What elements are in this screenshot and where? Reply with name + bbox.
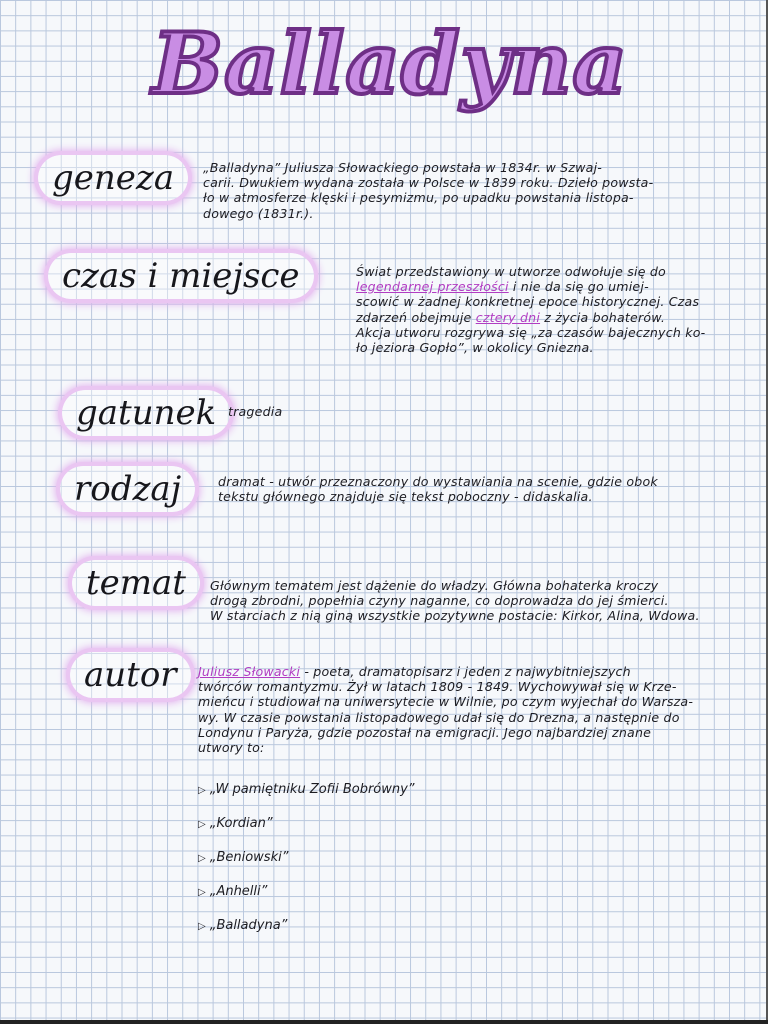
list-item [198,918,415,952]
autor-line: wy. W czasie powstania listopadowego udał się do Drezna, a następnie do [198,709,680,725]
autor-line: mieńcu i studiował na uniwersytecie w Wilnie, po czym wyjechał do Warsza- [198,694,694,710]
section-label-geneza: geneza [38,155,188,201]
czas-line-end: z życia bohaterów. [540,309,666,325]
highlight-legendarnej: legendarnej przeszłości [356,279,509,295]
rodzaj-line: tekstu głównego znajduje się tekst poboczny - didaskalia. [218,489,593,505]
temat-text [210,578,755,624]
czas-line [356,310,751,325]
geneza-line: ło w atmosferze klęski i pesymizmu, po upadku powstania listopa- [203,190,634,206]
page-bottom-edge [0,1020,768,1024]
czas-text [356,264,751,355]
highlight-cztery-dni: cztery dni [475,309,541,325]
autor-line: twórców romantyzmu. Żył w latach 1809 - 1849. Wychowywał się w Krze- [198,679,677,695]
rodzaj-text [218,474,748,504]
list-item [198,884,415,918]
czas-line: scowić w żadnej konkretnej epoce historycznej. Czas [356,294,700,310]
geneza-line: dowego (1831r.). [203,205,314,221]
czas-line: ło jeziora Gopło”, w okolicy Gniezna. [356,340,594,356]
work-title: „Balladyna” [209,918,288,933]
autor-line-rest: - poeta, dramatopisarz i jeden z najwybitniejszych [300,664,631,679]
triangle-bullet-icon: ▷ [198,785,206,796]
list-item [198,816,415,850]
temat-line: Głównym tematem jest dążenie do władzy. Główna bohaterka kroczy [210,578,659,593]
work-title: „Beniowski” [209,850,289,865]
section-label-temat: temat [72,560,200,606]
triangle-bullet-icon: ▷ [198,819,206,830]
temat-line: drogą zbrodni, popełnia czyny naganne, co doprowadza do jej śmierci. [210,593,669,609]
czas-line: Akcja utworu rozgrywa się „za czasów bajecznych ko- [356,324,706,340]
work-title: „W pamiętniku Zofii Bobrówny” [209,782,415,797]
triangle-bullet-icon: ▷ [198,853,206,864]
triangle-bullet-icon: ▷ [198,921,206,932]
czas-line-rest: i nie da się go umiej- [508,279,649,295]
geneza-line: carii. Dwukiem wydana została w Polsce w 1839 roku. Dzieło powsta- [203,175,654,191]
rodzaj-line: dramat - utwór przeznaczony do wystawiania na scenie, gdzie obok [218,474,658,489]
temat-line: W starciach z nią giną wszystkie pozytywne postacie: Kirkor, Alina, Wdowa. [210,608,700,624]
section-label-autor: autor [70,652,191,698]
gatunek-text: tragedia [228,404,283,419]
geneza-line: „Balladyna” Juliusza Słowackiego powstała w 1834r. w Szwaj- [203,160,603,175]
author-name: Juliusz Słowacki [198,664,301,679]
autor-line [198,664,753,679]
czas-line [356,279,751,294]
autor-line: utwory to: [198,740,265,756]
list-item [198,850,415,884]
triangle-bullet-icon: ▷ [198,887,206,898]
section-label-czas-i-miejsce: czas i miejsce [48,253,314,299]
autor-text [198,664,753,755]
work-title: „Anhelli” [209,884,268,899]
czas-line: Świat przedstawiony w utworze odwołuje się do [356,264,666,279]
work-title: „Kordian” [209,816,273,831]
list-item [198,782,415,816]
section-label-rodzaj: rodzaj [60,466,195,512]
works-list [198,782,415,952]
section-label-gatunek: gatunek [62,390,230,436]
autor-line: Londynu i Paryża, gdzie pozostał na emigracji. Jego najbardziej znane [198,724,652,740]
czas-line-start: zdarzeń obejmuje [356,309,476,325]
geneza-text [203,160,748,221]
page-title: Balladyna [152,13,628,113]
